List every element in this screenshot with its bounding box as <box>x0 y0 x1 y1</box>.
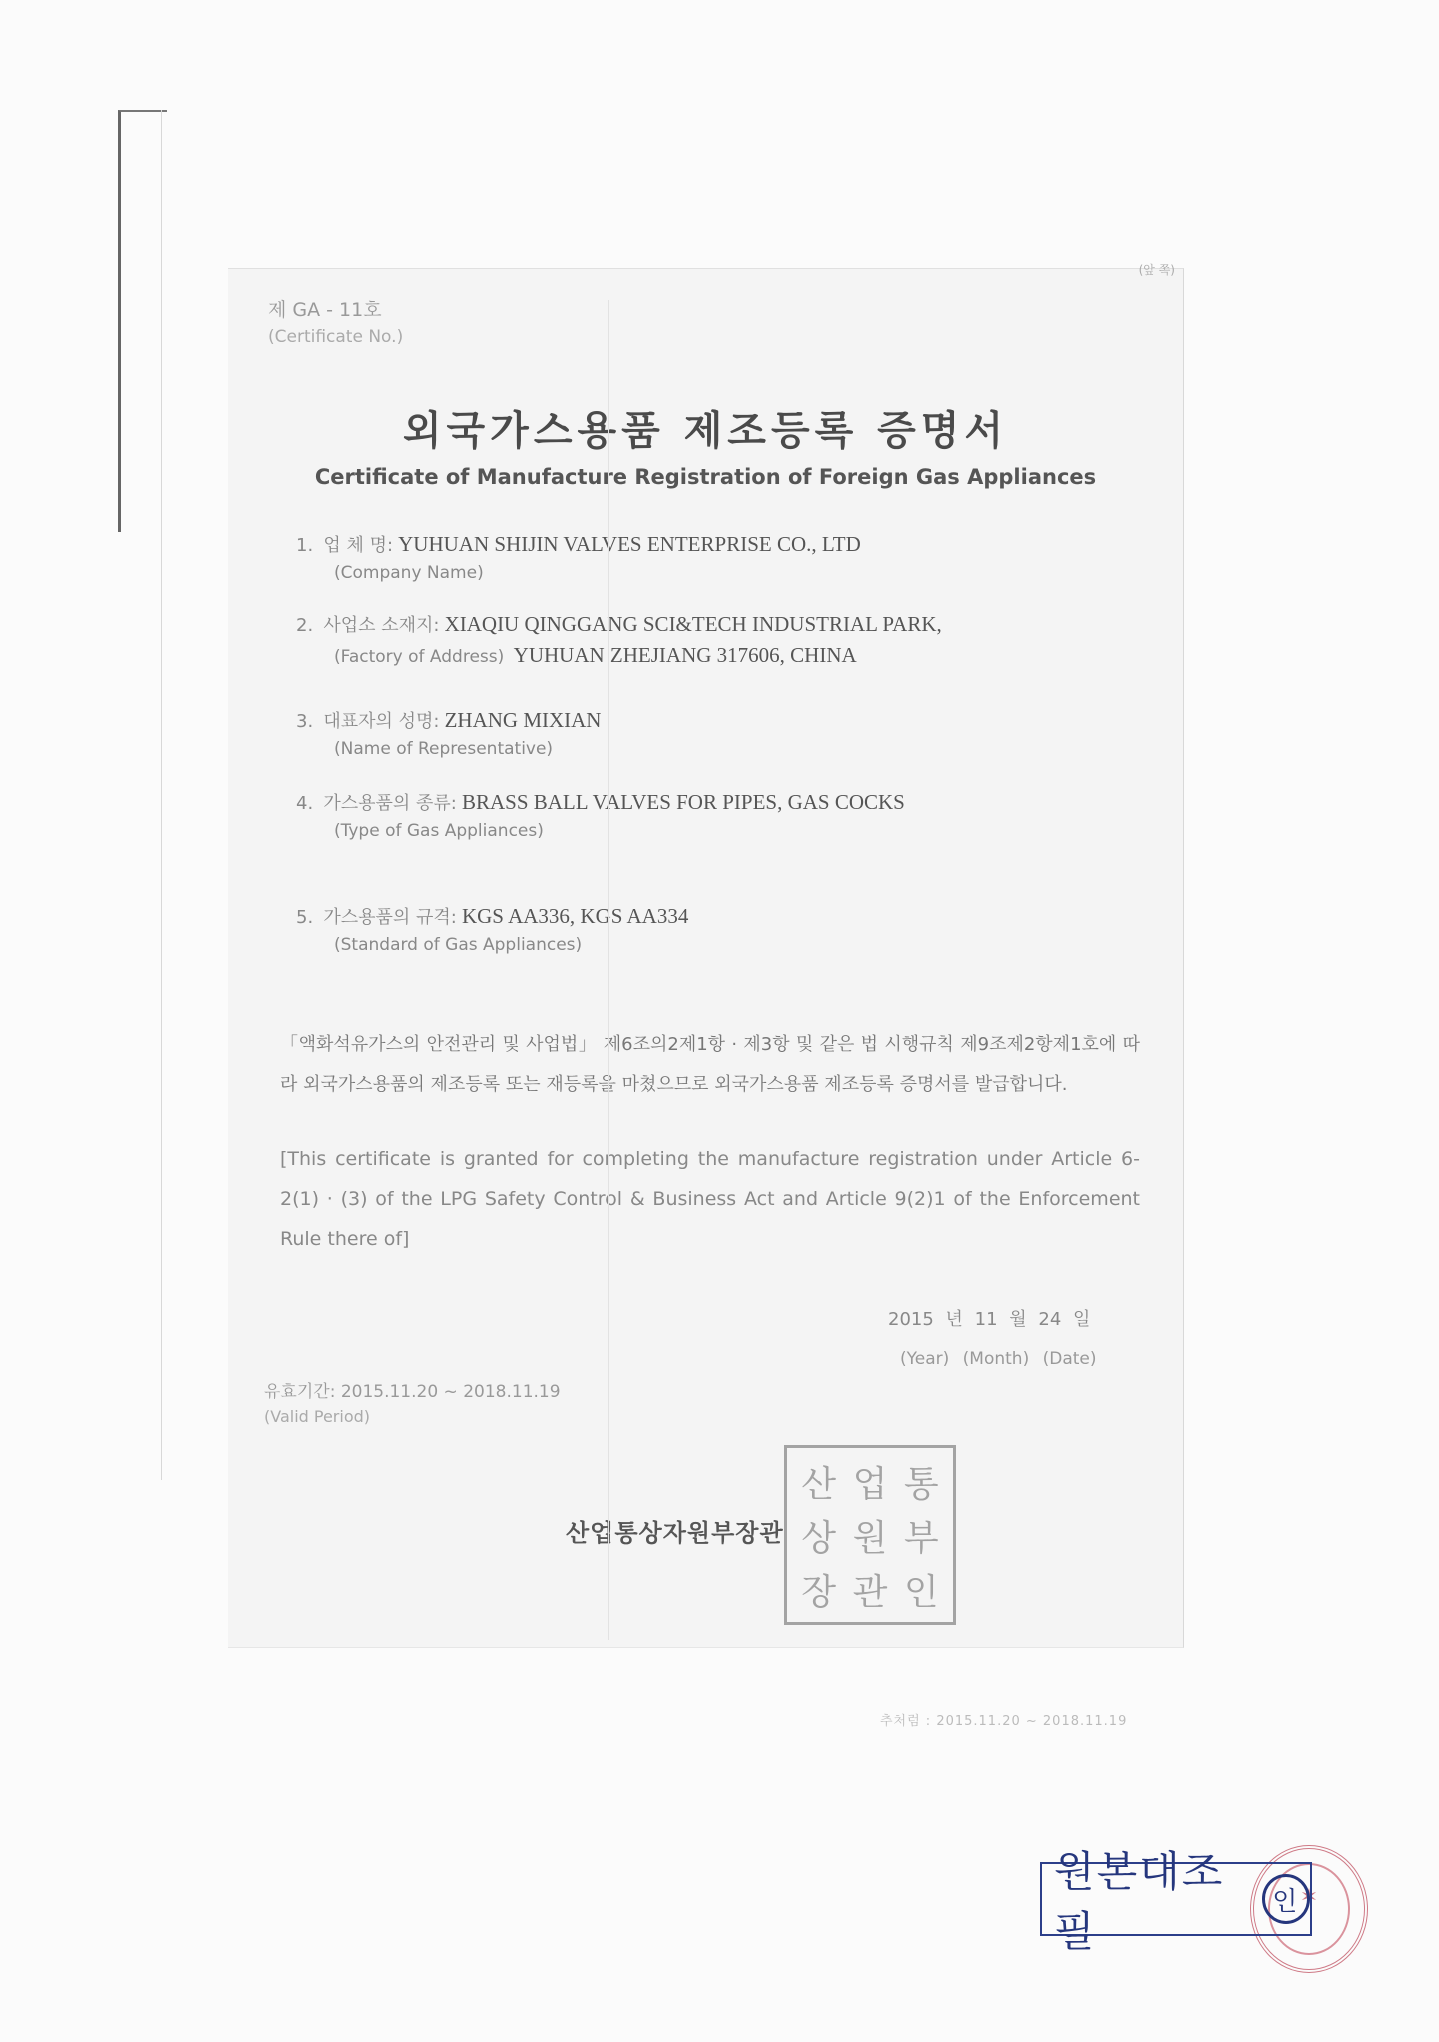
field-label-english: (Standard of Gas Appliances) <box>334 935 583 955</box>
field-company-name <box>296 531 861 583</box>
field-value-line2: YUHUAN ZHEJIANG 317606, CHINA <box>513 643 857 667</box>
certificate-number: 제 GA - 11호 <box>268 299 382 321</box>
issue-date: 2015 년 11 월 24 일 <box>888 1309 1091 1330</box>
valid-period: 유효기간: 2015.11.20 ~ 2018.11.19 <box>264 1382 561 1402</box>
certificate-sheet <box>228 263 1184 1648</box>
issuer-name: 산업통상자원부장관 <box>566 1519 784 1547</box>
field-factory-address <box>296 611 942 668</box>
seal-star-icon: ✶ <box>1299 1885 1319 1910</box>
field-value: XIAQIU QINGGANG SCI&TECH INDUSTRIAL PARK, <box>444 612 942 636</box>
field-label: 사업소 소재지: <box>323 615 440 636</box>
valid-period-label: (Valid Period) <box>264 1407 371 1426</box>
seal-char: 관 <box>852 1571 888 1613</box>
field-number: 2. <box>296 615 314 636</box>
certificate-number-label: (Certificate No.) <box>268 327 404 347</box>
field-label: 가스용품의 규격: <box>323 907 457 928</box>
seal-char: 장 <box>801 1571 837 1613</box>
field-label-english: (Name of Representative) <box>334 739 554 759</box>
field-number: 1. <box>296 535 314 556</box>
form-tag: (앞 쪽) <box>1138 263 1175 277</box>
scan-edge-line <box>161 110 162 1480</box>
field-number: 5. <box>296 907 314 928</box>
certified-copy-circle: 인 <box>1262 1874 1310 1924</box>
field-value: ZHANG MIXIAN <box>444 708 602 732</box>
seal-char: 부 <box>903 1517 939 1559</box>
field-label: 업 체 명: <box>323 535 394 556</box>
scan-fold-line <box>608 300 609 1640</box>
footer-note: 추처럼 : 2015.11.20 ~ 2018.11.19 <box>880 1714 1128 1729</box>
field-label: 가스용품의 종류: <box>323 793 457 814</box>
certification-statement-english: [This certificate is granted for completing the manufacture registration under Article 6-2(1) · (3) of the LPG Safety Control & Business Act and Article 9(2)1 of the Enforcement Rule there of] <box>280 1148 1140 1250</box>
field-label-english: (Factory of Address) <box>334 647 505 667</box>
seal-char: 원 <box>852 1517 888 1559</box>
field-label-english: (Type of Gas Appliances) <box>334 821 544 841</box>
field-value: YUHUAN SHIJIN VALVES ENTERPRISE CO., LTD <box>398 532 861 556</box>
field-label: 대표자의 성명: <box>323 711 440 732</box>
seal-char: 산 <box>801 1463 837 1505</box>
field-appliance-type <box>296 789 905 841</box>
certified-copy-text: 원본대조필 <box>1054 1847 1225 1956</box>
title-english: Certificate of Manufacture Registration of Foreign Gas Appliances <box>314 465 1097 489</box>
field-representative <box>296 707 601 759</box>
title-korean: 외국가스용품 제조등록 증명서 <box>402 408 1009 454</box>
official-seal <box>784 1445 956 1625</box>
certification-statement-korean: 「액화석유가스의 안전관리 및 사업법」 제6조의2제1항 · 제3항 및 같은 법 시행규칙 제9조제2항제1호에 따라 외국가스용품의 제조등록 또는 재등록을 마쳤으므로 외국가스용품 제조등록 증명서를 발급합니다. <box>280 1034 1140 1095</box>
seal-char: 업 <box>852 1463 888 1505</box>
field-value: BRASS BALL VALVES FOR PIPES, GAS COCKS <box>461 790 905 814</box>
seal-char: 상 <box>801 1517 837 1559</box>
scan-corner-mark <box>118 110 167 532</box>
certified-copy-stamp <box>1040 1847 1312 1956</box>
field-value: KGS AA336, KGS AA334 <box>461 904 689 928</box>
seal-char: 통 <box>903 1463 939 1505</box>
field-number: 3. <box>296 711 314 732</box>
field-appliance-standard <box>296 903 688 955</box>
issue-date-label: (Year) (Month) (Date) <box>900 1349 1097 1369</box>
field-number: 4. <box>296 793 314 814</box>
field-label-english: (Company Name) <box>334 563 484 583</box>
seal-char: 인 <box>903 1571 939 1613</box>
